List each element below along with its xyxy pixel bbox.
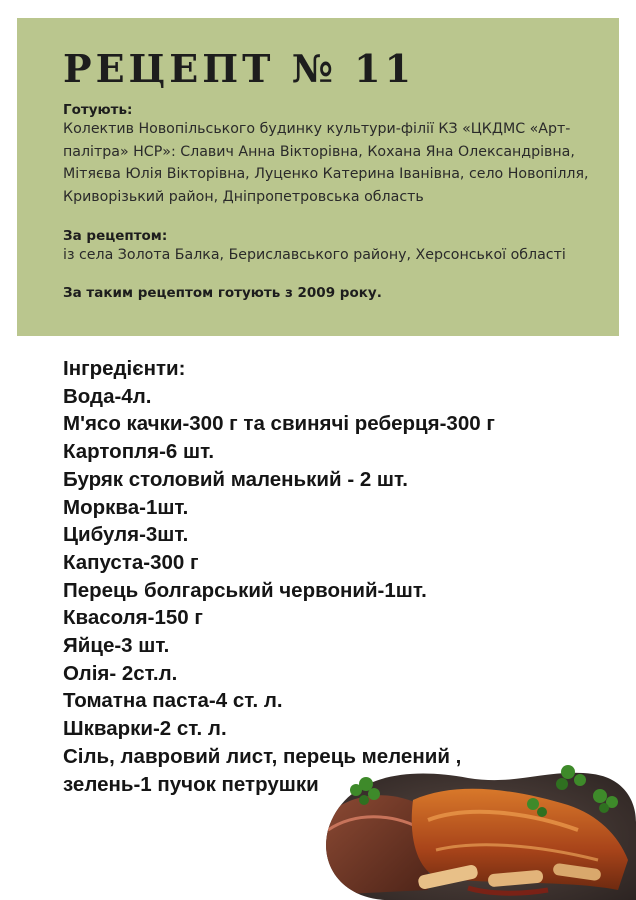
- ingredient-item: Буряк столовий маленький - 2 шт.: [63, 467, 408, 491]
- prepared-by-label: Готують:: [63, 102, 133, 118]
- recipe-since-text: За таким рецептом готують з 2009 року.: [63, 285, 382, 301]
- recipe-title: РЕЦЕПТ № 11: [63, 46, 416, 91]
- ingredient-item: Олія- 2ст.л.: [63, 661, 178, 685]
- ingredient-item: Цибуля-3шт.: [63, 523, 189, 547]
- ingredient-item: М'ясо качки-300 г та свинячі реберця-300 г: [63, 412, 495, 436]
- ingredients-list: [63, 355, 583, 798]
- prepared-by-block: [63, 102, 613, 208]
- prepared-by-text: Колектив Новопільського будинку культури-філії КЗ «ЦКДМС «Арт-палітра» НСР»: Славич Анна Вікторівна, Кохана Яна Олександрівна, Мітяєва Юлія Вікторівна, Луценко Катерина Іванівна, село Новопілля, Криворізький район, Дніпропетровська область: [63, 121, 589, 205]
- recipe-origin-text: із села Золота Балка, Бериславського району, Херсонської області: [63, 247, 566, 263]
- ingredient-item: Вода-4л.: [63, 384, 152, 408]
- recipe-header-panel: [17, 18, 619, 336]
- ingredients-heading: Інгредієнти:: [63, 357, 186, 380]
- ingredient-item: Яйце-3 шт.: [63, 634, 170, 658]
- recipe-origin-block: [63, 228, 623, 267]
- ingredient-item: зелень-1 пучок петрушки: [63, 772, 319, 796]
- recipe-origin-label: За рецептом:: [63, 228, 168, 244]
- ingredient-item: Квасоля-150 г: [63, 606, 203, 630]
- ingredient-item: Перець болгарський червоний-1шт.: [63, 578, 427, 602]
- ingredient-item: Томатна паста-4 ст. л.: [63, 689, 283, 713]
- ingredient-item: Картопля-6 шт.: [63, 440, 215, 464]
- ingredient-item: Морква-1шт.: [63, 495, 189, 519]
- glazed-ribs-photo: [318, 760, 636, 900]
- ingredient-item: Шкварки-2 ст. л.: [63, 717, 227, 741]
- ingredient-item: Капуста-300 г: [63, 550, 199, 574]
- ingredient-item: Сіль, лавровий лист, перець мелений ,: [63, 744, 462, 768]
